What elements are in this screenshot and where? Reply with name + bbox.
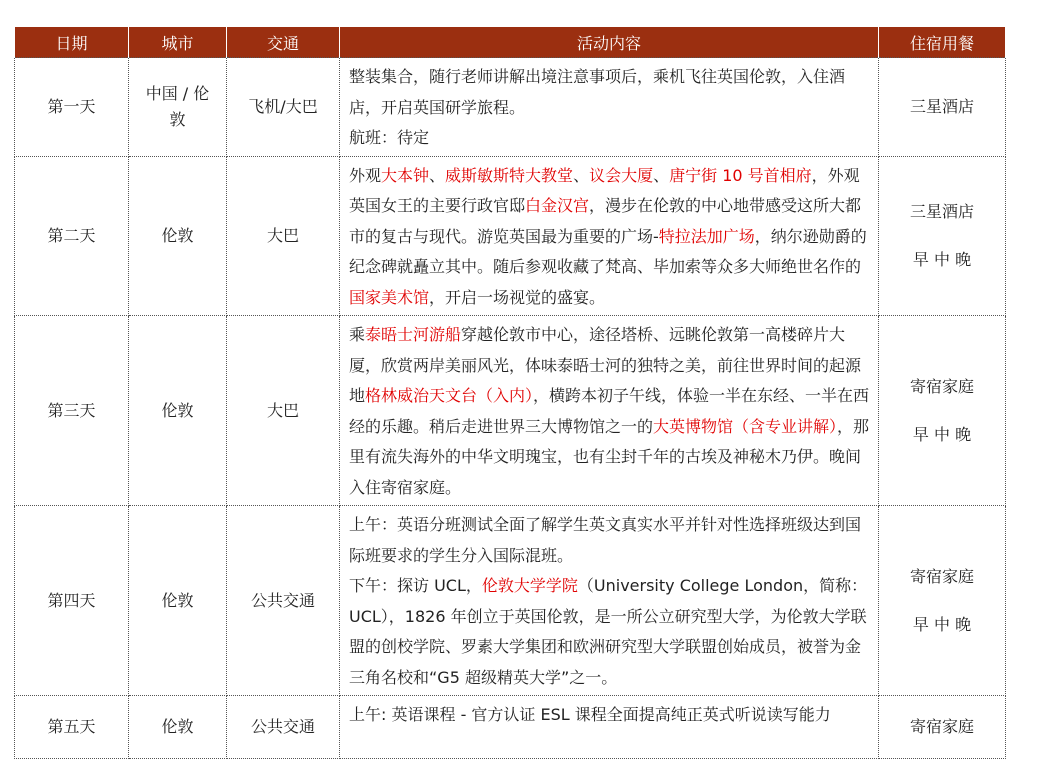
highlight-text: 伦敦大学学院: [481, 576, 578, 595]
activity-text: 穿越伦敦市中心，途径塔桥、远眺伦敦第一高楼碎片大厦，欣赏两岸美丽风光，体味泰晤士河的独特之美，前往世界时间的起源地: [349, 325, 862, 405]
activity-text: 乘: [349, 325, 366, 344]
activity-text: ，外观英国女王的主要行政官邸: [349, 165, 860, 215]
cell-lodging: [879, 156, 1006, 316]
cell-date: 第四天: [15, 506, 129, 696]
highlight-text: 大英博物馆（含专业讲解）: [653, 416, 838, 436]
itinerary-table-container: [14, 27, 1005, 759]
header-lodging: 住宿用餐: [879, 27, 1006, 58]
cell-activity: [340, 696, 879, 759]
itinerary-table: [14, 27, 1006, 759]
activity-text: 、: [573, 165, 590, 185]
activity-text: ，纳尔逊勋爵的纪念碑就矗立其中。随后参观收藏了梵高、毕加索等众多大师绝世名作的: [349, 226, 867, 276]
cell-transport: 公共交通: [227, 506, 340, 696]
lodging-text: 寄宿家庭: [909, 376, 974, 396]
highlight-text: 特拉法加广场: [658, 226, 755, 246]
highlight-text: 白金汉宫: [525, 196, 590, 215]
activity-text: （University College London，简称：UCL），1826 年创立于英国伦敦，是一所公立研究型大学，为伦敦大学联盟的创校学院、罗素大学集团和欧洲研究型大学联盟创始成员，被誉为金三角名校和“G5 超级精英大学”之一。: [349, 576, 868, 687]
lodging-text: 三星酒店: [909, 201, 974, 221]
table-row: [15, 156, 1006, 316]
highlight-text: 泰晤士河游船: [365, 325, 462, 344]
cell-lodging: [879, 58, 1006, 157]
cell-activity: [340, 506, 879, 696]
cell-transport: 公共交通: [227, 696, 340, 759]
cell-city: 伦敦: [129, 506, 227, 696]
cell-lodging: [879, 696, 1006, 759]
highlight-text: 大本钟: [381, 165, 430, 185]
header-transport: 交通: [227, 27, 340, 58]
activity-text: ，开启一场视觉的盛宴。: [429, 287, 606, 307]
cell-date: 第一天: [15, 58, 129, 157]
cell-transport: 大巴: [227, 156, 340, 316]
cell-city: 伦敦: [129, 316, 227, 506]
activity-text: 航班：待定: [349, 128, 430, 147]
header-row: [15, 27, 1006, 58]
header-date: 日期: [15, 27, 129, 58]
lodging-text: 三星酒店: [909, 96, 974, 116]
cell-activity: [340, 58, 879, 157]
cell-city: 伦敦: [129, 156, 227, 316]
table-row: [15, 696, 1006, 759]
activity-text: 上午：英语分班测试全面了解学生英文真实水平并针对性选择班级达到国际班要求的学生分入国际混班。: [349, 515, 862, 565]
lodging-text: 寄宿家庭: [909, 566, 974, 586]
header-city: 城市: [129, 27, 227, 58]
activity-text: 下午：探访 UCL，: [349, 576, 482, 595]
activity-text: ，那里有流失海外的中华文明瑰宝，也有尘封千年的古埃及神秘木乃伊。晚间入住寄宿家庭。: [349, 416, 870, 497]
cell-activity: [340, 156, 879, 316]
cell-date: 第三天: [15, 316, 129, 506]
cell-date: 第二天: [15, 156, 129, 316]
highlight-text: 唐宁街 10 号首相府: [669, 165, 812, 185]
highlight-text: 国家美术馆: [349, 287, 430, 307]
cell-transport: 飞机/大巴: [227, 58, 340, 157]
table-row: [15, 316, 1006, 506]
header-activity: 活动内容: [340, 27, 879, 58]
activity-text: 、: [429, 165, 446, 185]
activity-text: ，漫步在伦敦的中心地带感受这所大都市的复古与现代。游览英国最为重要的广场-: [349, 196, 862, 246]
cell-lodging: [879, 506, 1006, 696]
highlight-text: 威斯敏斯特大教堂: [445, 165, 574, 185]
activity-text: 外观: [349, 165, 382, 185]
cell-transport: 大巴: [227, 316, 340, 506]
highlight-text: 格林威治天文台（入内）: [365, 386, 534, 405]
activity-text: 上午: 英语课程 - 官方认证 ESL 课程全面提高纯正英式听说读写能力: [349, 705, 831, 724]
activity-text: 、: [653, 165, 670, 185]
activity-text: 整装集合，随行老师讲解出境注意事项后，乘机飞往英国伦敦，入住酒店，开启英国研学旅程。: [349, 67, 846, 117]
table-row: [15, 58, 1006, 157]
highlight-text: 议会大厦: [589, 165, 654, 185]
cell-lodging: [879, 316, 1006, 506]
cell-city: 伦敦: [129, 696, 227, 759]
table-row: [15, 506, 1006, 696]
itinerary-body: [15, 58, 1006, 759]
cell-city: 中国 / 伦敦: [129, 58, 227, 157]
cell-activity: [340, 316, 879, 506]
activity-text: ，横跨本初子午线，体验一半在东经、一半在西经的乐趣。稍后走进世界三大博物馆之一的: [349, 386, 870, 436]
cell-date: 第五天: [15, 696, 129, 759]
meals-text: 早 中 晚: [912, 424, 972, 444]
meals-text: 早 中 晚: [912, 614, 972, 634]
meals-text: 早 中 晚: [912, 249, 972, 269]
lodging-text: 寄宿家庭: [909, 717, 974, 736]
